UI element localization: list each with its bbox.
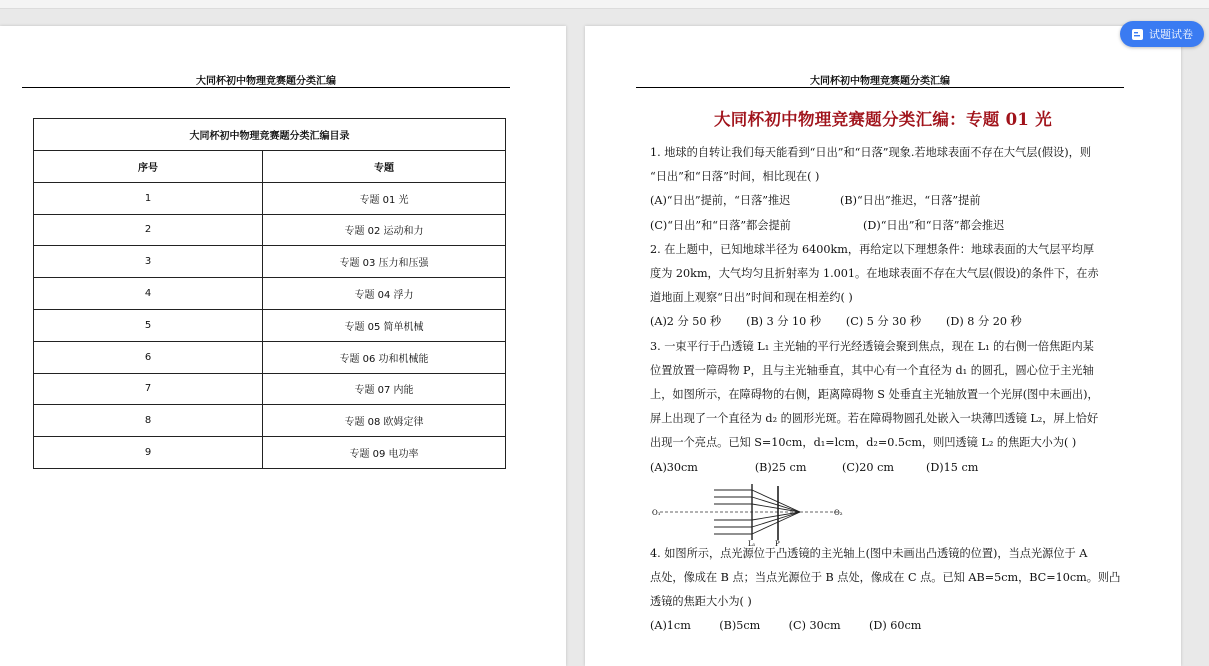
- label-p: P: [775, 539, 780, 546]
- question-2-line: 度为 20km，大气均匀且折射率为 1.001。在地球表面不存在大气层(假设)的条件下，在赤: [650, 267, 1099, 281]
- toc-row-topic[interactable]: 专题 01 光: [263, 182, 506, 214]
- question-3-options: (A)30cm (B)25 cm (C)20 cm (D)15 cm: [650, 460, 979, 474]
- toc-row-number: 1: [34, 182, 263, 214]
- question-4-options: (A)1cm (B)5cm (C) 30cm (D) 60cm: [650, 619, 922, 633]
- toc-row-number: 9: [34, 437, 263, 469]
- question-4-line: 透镜的焦距大小为( ): [650, 595, 752, 609]
- lens-diagram-svg: [650, 482, 850, 546]
- toc-row-number: 4: [34, 278, 263, 310]
- document-page-topic-01: [585, 26, 1181, 666]
- option-b: (B)“日出”推迟，“日落”提前: [840, 194, 981, 208]
- question-1-line: “日出”和“日落”时间，相比现在( ): [650, 170, 820, 184]
- toc-row-number: 5: [34, 309, 263, 341]
- question-1-options-row2: [650, 214, 1120, 238]
- toc-row-topic[interactable]: 专题 06 功和机械能: [263, 341, 506, 373]
- toc-row[interactable]: [34, 182, 506, 214]
- question-3-line: 位置放置一障碍物 P，且与主光轴垂直，其中心有一个直径为 d₁ 的圆孔，圆心位于主光轴: [650, 363, 1094, 377]
- toc-row-topic[interactable]: 专题 02 运动和力: [263, 214, 506, 246]
- document-icon: [1131, 28, 1144, 41]
- toc-row-topic[interactable]: 专题 04 浮力: [263, 278, 506, 310]
- question-2-options: (A)2 分 50 秒 (B) 3 分 10 秒 (C) 5 分 30 秒 (D) 8 分 20 秒: [650, 315, 1022, 329]
- toc-row-topic[interactable]: 专题 03 压力和压强: [263, 246, 506, 278]
- option-a: (A)“日出”提前，“日落”推迟: [650, 194, 791, 208]
- toc-col-number: 序号: [34, 151, 263, 183]
- label-l1: L₁: [748, 539, 756, 546]
- question-3-line: 出现一个亮点。已知 S=10cm，d₁=lcm，d₂=0.5cm，则凹透镜 L₂ 的焦距大小为( ): [650, 436, 1077, 450]
- question-2-line: 道地面上观察“日出”时间和现在相差约( ): [650, 291, 853, 305]
- toc-row-number: 6: [34, 341, 263, 373]
- question-4-line: 点处，像成在 B 点；当点光源位于 B 点处，像成在 C 点。已知 AB=5cm，BC=10cm。则凸: [650, 571, 1121, 585]
- page-header: 大同杯初中物理竞赛题分类汇编: [196, 76, 336, 87]
- toc-row-topic[interactable]: 专题 09 电功率: [263, 437, 506, 469]
- toc-row-number: 2: [34, 214, 263, 246]
- topic-title: 大同杯初中物理竞赛题分类汇编：专题 01 光: [713, 110, 1053, 129]
- question-4-line: 4. 如图所示，点光源位于凸透镜的主光轴上(图中未画出凸透镜的位置)，当点光源位于 A: [650, 546, 1088, 560]
- toc-row[interactable]: [34, 405, 506, 437]
- toc-row-number: 3: [34, 246, 263, 278]
- exam-paper-button[interactable]: [1120, 21, 1204, 47]
- page-header: 大同杯初中物理竞赛题分类汇编: [810, 76, 950, 87]
- toc-row-number: 8: [34, 405, 263, 437]
- toc-row[interactable]: [34, 278, 506, 310]
- lens-diagram: [650, 482, 1120, 546]
- toc-row[interactable]: [34, 246, 506, 278]
- toc-row[interactable]: [34, 214, 506, 246]
- question-1-options-row1: [650, 189, 1120, 213]
- option-d: (D)“日出”和“日落”都会推迟: [863, 218, 1005, 232]
- question-3-line: 屏上出现了一个直径为 d₂ 的圆形光斑。若在障碍物圆孔处嵌入一块薄凹透镜 L₂，屏上恰好: [650, 412, 1099, 426]
- toc-row-topic[interactable]: 专题 07 内能: [263, 373, 506, 405]
- viewer-top-bar: [0, 0, 1209, 9]
- label-o1: O₁: [652, 508, 661, 517]
- document-page-toc: [0, 26, 566, 666]
- header-rule: [636, 87, 1124, 88]
- toc-row-topic[interactable]: 专题 08 欧姆定律: [263, 405, 506, 437]
- toc-row[interactable]: [34, 341, 506, 373]
- toc-row[interactable]: [34, 373, 506, 405]
- question-3-line: 上，如图所示，在障碍物的右侧，距离障碍物 S 处垂直主光轴放置一个光屏(图中未画出)，: [650, 388, 1099, 402]
- toc-row-number: 7: [34, 373, 263, 405]
- toc-table: [33, 118, 506, 469]
- toc-row[interactable]: [34, 309, 506, 341]
- exam-paper-button-label: 试题试卷: [1149, 28, 1193, 41]
- toc-col-topic: 专题: [263, 151, 506, 183]
- header-rule: [22, 87, 510, 88]
- question-1-line: 1. 地球的自转让我们每天能看到“日出”和“日落”现象.若地球表面不存在大气层(假设)，则: [650, 146, 1091, 159]
- question-body: [650, 141, 1120, 639]
- question-3-line: 3. 一束平行于凸透镜 L₁ 主光轴的平行光经透镜会聚到焦点，现在 L₁ 的右侧一倍焦距内某: [650, 339, 1094, 353]
- toc-row[interactable]: [34, 437, 506, 469]
- question-2-line: 2. 在上题中，已知地球半径为 6400km，再给定以下理想条件：地球表面的大气层平均厚: [650, 242, 1095, 256]
- toc-row-topic[interactable]: 专题 05 简单机械: [263, 309, 506, 341]
- label-o2: O₂: [834, 508, 843, 517]
- toc-caption: 大同杯初中物理竞赛题分类汇编目录: [34, 119, 506, 151]
- option-c: (C)“日出”和“日落”都会提前: [650, 218, 791, 232]
